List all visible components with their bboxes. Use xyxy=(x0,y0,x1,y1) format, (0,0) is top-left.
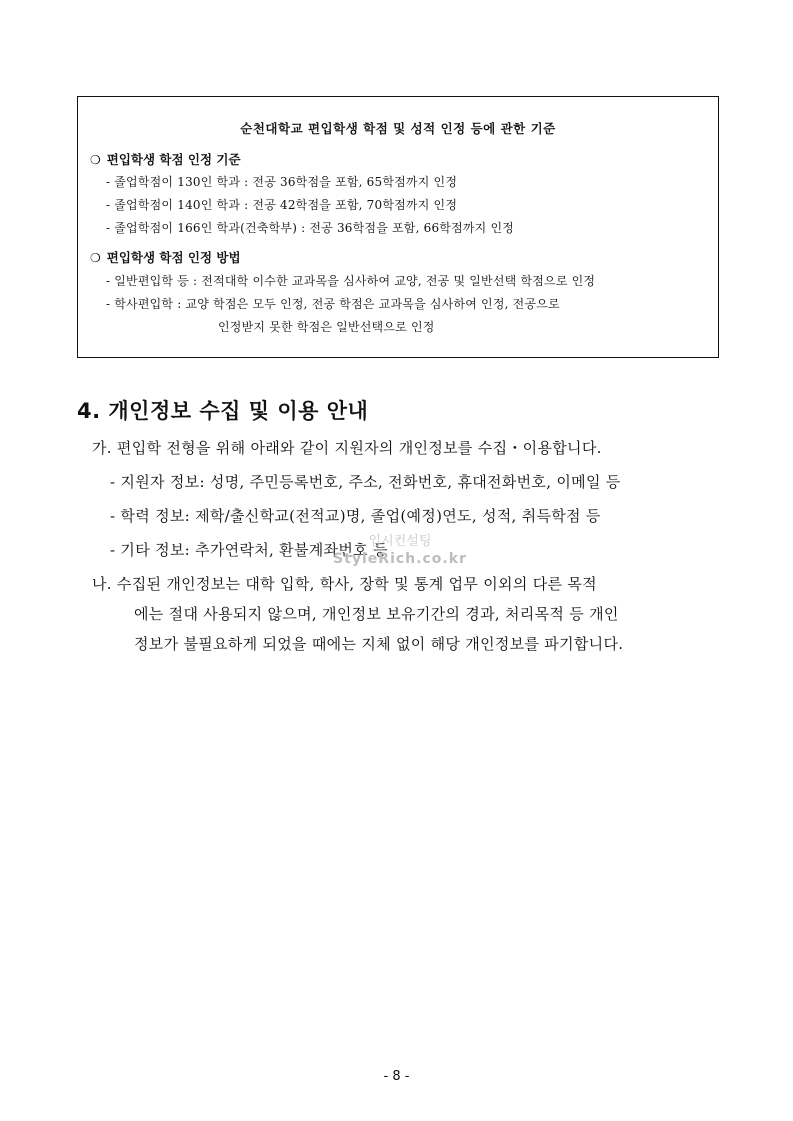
list-item: - 기타 정보: 추가연락처, 환불계좌번호 등 xyxy=(110,541,388,559)
criteria-item: - 졸업학점이 130인 학과 : 전공 36학점을 포함, 65학점까지 인정 xyxy=(106,175,458,189)
watermark-line: StyleRich.co.kr xyxy=(333,551,467,567)
heading-text: 편입학생 학점 인정 기준 xyxy=(106,152,241,167)
heading-text: 편입학생 학점 인정 방법 xyxy=(106,250,241,265)
paragraph-ga: 가. 편입학 전형을 위해 아래와 같이 지원자의 개인정보를 수집・이용합니다. xyxy=(92,439,602,457)
paragraph-na-line: 에는 절대 사용되지 않으며, 개인정보 보유기간의 경과, 처리목적 등 개인 xyxy=(134,605,619,623)
criteria-heading-method xyxy=(90,248,241,266)
criteria-item: - 졸업학점이 140인 학과 : 전공 42학점을 포함, 70학점까지 인정 xyxy=(106,198,458,212)
paragraph-na-line: 나. 수집된 개인정보는 대학 입학, 학사, 장학 및 통계 업무 이외의 다른 목적 xyxy=(92,575,597,593)
criteria-box-title: 순천대학교 편입학생 학점 및 성적 인정 등에 관한 기준 xyxy=(240,121,556,136)
circle-bullet-icon: ❍ xyxy=(90,251,101,265)
circle-bullet-icon: ❍ xyxy=(90,153,101,167)
criteria-item: - 학사편입학 : 교양 학점은 모두 인정, 전공 학점은 교과목을 심사하여 인정, 전공으로 xyxy=(106,297,560,311)
section-heading: 4. 개인정보 수집 및 이용 안내 xyxy=(77,399,369,423)
watermark-line: 입시컨설팅 xyxy=(368,534,432,549)
list-item: - 학력 정보: 제학/출신학교(전적교)명, 졸업(예정)연도, 성적, 취득학점 등 xyxy=(110,507,601,525)
page-number: - 8 - xyxy=(383,1069,410,1084)
criteria-item-continuation: 인정받지 못한 학점은 일반선택으로 인정 xyxy=(218,320,435,334)
criteria-heading-standard xyxy=(90,150,241,168)
paragraph-na-line: 정보가 불필요하게 되었을 때에는 지체 없이 해당 개인정보를 파기합니다. xyxy=(134,635,624,653)
list-item: - 지원자 정보: 성명, 주민등록번호, 주소, 전화번호, 휴대전화번호, 이메일 등 xyxy=(110,473,621,491)
criteria-item: - 졸업학점이 166인 학과(건축학부) : 전공 36학점을 포함, 66학점까지 인정 xyxy=(106,221,515,235)
criteria-box xyxy=(77,96,719,358)
criteria-item: - 일반편입학 등 : 전적대학 이수한 교과목을 심사하여 교양, 전공 및 일반선택 학점으로 인정 xyxy=(106,274,596,288)
